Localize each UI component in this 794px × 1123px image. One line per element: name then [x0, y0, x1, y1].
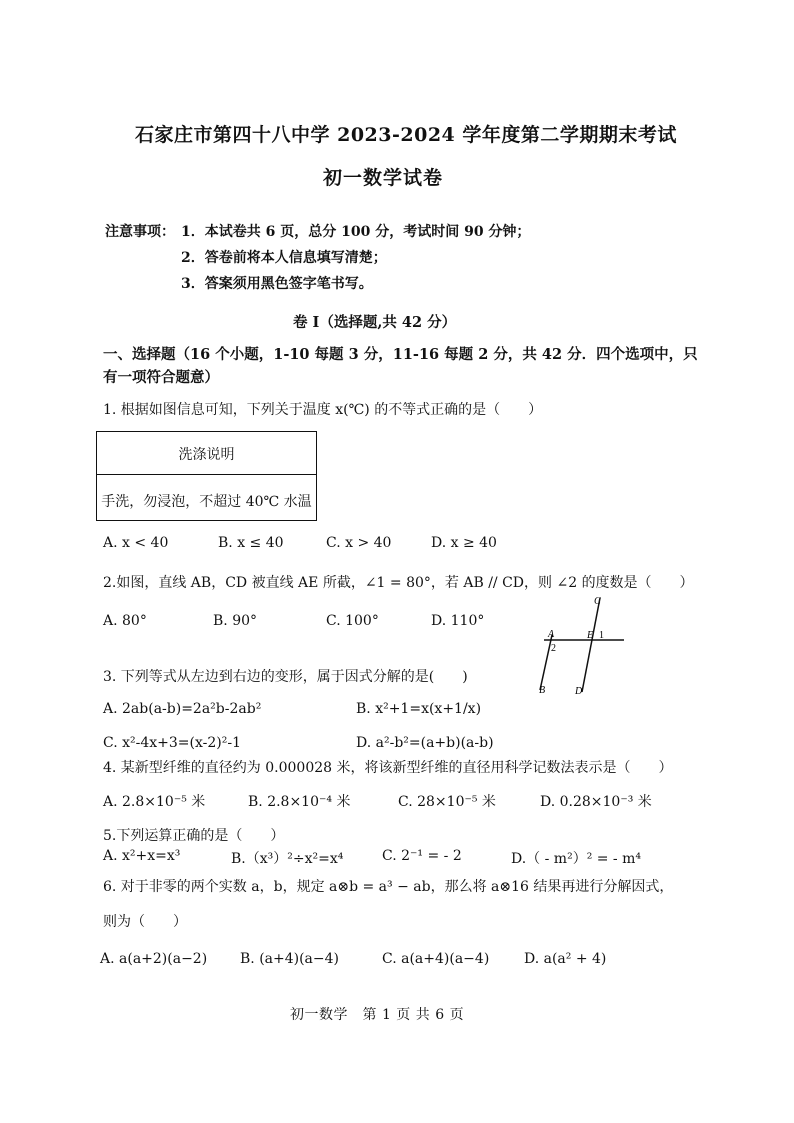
- q3-option-d: D. a²-b²=(a+b)(a-b): [356, 735, 494, 751]
- label-angle-1: 1: [599, 630, 604, 641]
- q5-stem: 5.下列运算正确的是（ ）: [103, 828, 285, 844]
- box-divider: [97, 474, 316, 475]
- q1-option-b: B. x ≤ 40: [218, 535, 284, 551]
- q6-stem-line2: 则为（ ）: [103, 914, 187, 930]
- q6-option-a: A. a(a+2)(a−2): [100, 951, 208, 967]
- label-c: C: [594, 596, 601, 607]
- page-footer: 初一数学 第 1 页 共 6 页: [290, 1007, 465, 1023]
- q1-option-c: C. x > 40: [326, 535, 392, 551]
- q6-stem-line1: 6. 对于非零的两个实数 a，b，规定 a⊗b = a³ − ab，那么将 a⊗16 结果再进行分解因式，: [103, 879, 674, 895]
- box-body-text: 手洗，勿浸泡，不超过 40℃ 水温: [101, 494, 312, 510]
- q6-option-d: D. a(a² + 4): [524, 951, 607, 967]
- q6-option-c: C. a(a+4)(a−4): [382, 951, 490, 967]
- label-b: B: [539, 685, 546, 696]
- notice-item-1: 1．本试卷共 6 页，总分 100 分，考试时间 90 分钟；: [181, 224, 531, 240]
- q1-option-d: D. x ≥ 40: [431, 535, 497, 551]
- q4-stem: 4. 某新型纤维的直径约为 0.000028 米，将该新型纤维的直径用科学记数法表示是（ ）: [103, 760, 673, 776]
- q3-option-b: B. x²+1=x(x+1/x): [356, 701, 482, 717]
- q1-option-a: A. x < 40: [103, 535, 169, 551]
- q3-option-c: C. x²-4x+3=(x-2)²-1: [103, 735, 241, 751]
- q5-option-b: B.（x³）²÷x²=x⁴: [231, 851, 344, 867]
- section-header-line1: 一、选择题（16 个小题，1-10 每题 3 分，11-16 每题 2 分，共 42 分．四个选项中，只: [103, 346, 698, 363]
- exam-title: 石家庄市第四十八中学 2023-2024 学年度第二学期期末考试: [135, 124, 677, 146]
- q5-option-c: C. 2⁻¹ = - 2: [382, 848, 462, 864]
- label-angle-2: 2: [551, 643, 556, 654]
- q5-option-d: D.（ - m²）² = - m⁴: [511, 851, 642, 867]
- q5-option-a: A. x²+x=x³: [103, 848, 181, 864]
- q2-option-c: C. 100°: [326, 613, 379, 629]
- q1-stem: 1. 根据如图信息可知，下列关于温度 x(℃) 的不等式正确的是（ ）: [103, 402, 543, 418]
- notice-item-2: 2．答卷前将本人信息填写清楚；: [181, 250, 387, 266]
- q3-option-a: A. 2ab(a-b)=2a²b-2ab²: [103, 701, 262, 717]
- part-title: 卷 Ⅰ（选择题,共 42 分）: [293, 314, 457, 331]
- q2-option-d: D. 110°: [431, 613, 485, 629]
- notice-item-3: 3．答案须用黑色签字笔书写。: [181, 276, 373, 292]
- paper-subtitle: 初一数学试卷: [323, 167, 444, 189]
- label-d: D: [575, 686, 583, 697]
- label-e: E: [587, 630, 594, 641]
- q2-stem: 2.如图，直线 AB，CD 被直线 AE 所截，∠1 = 80°，若 AB // CD，则 ∠2 的度数是（ ）: [103, 575, 694, 591]
- label-a: A: [548, 629, 555, 640]
- q6-option-b: B. (a+4)(a−4): [240, 951, 340, 967]
- box-heading: 洗涤说明: [178, 447, 235, 463]
- q2-option-a: A. 80°: [103, 613, 147, 629]
- washing-instructions-box: [96, 431, 317, 521]
- line-cd: [582, 598, 600, 692]
- q3-stem: 3. 下列等式从左边到右边的变形，属于因式分解的是( ): [103, 669, 468, 685]
- q2-option-b: B. 90°: [213, 613, 258, 629]
- parallel-lines-figure: [530, 592, 630, 700]
- q4-option-c: C. 28×10⁻⁵ 米: [398, 794, 496, 810]
- section-header-line2: 有一项符合题意）: [103, 369, 219, 386]
- q4-option-d: D. 0.28×10⁻³ 米: [540, 794, 652, 810]
- q4-option-a: A. 2.8×10⁻⁵ 米: [103, 794, 206, 810]
- notice-label: 注意事项：: [105, 224, 175, 240]
- q4-option-b: B. 2.8×10⁻⁴ 米: [248, 794, 351, 810]
